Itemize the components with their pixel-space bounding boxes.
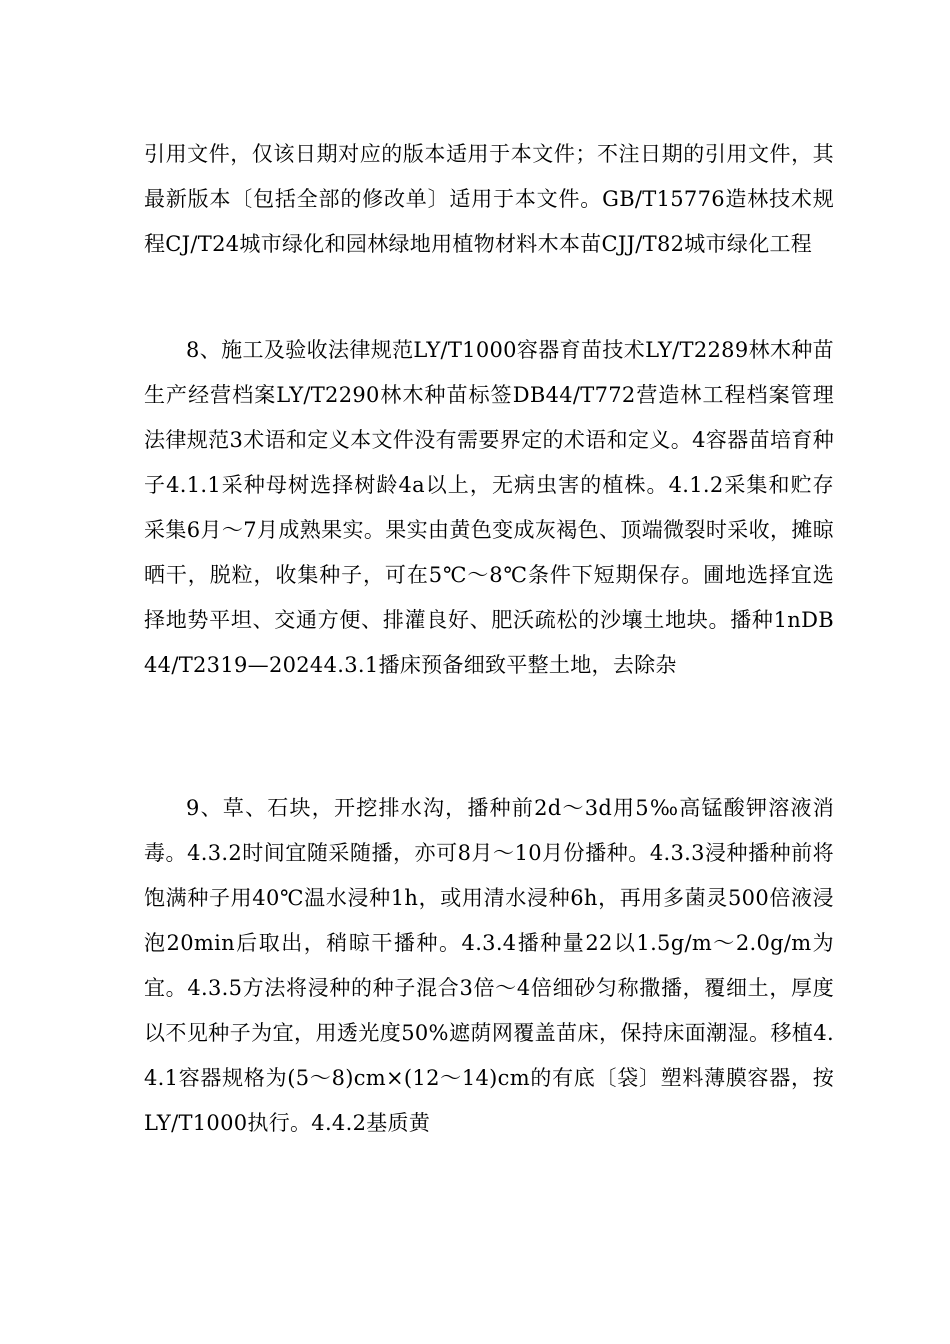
paragraph-references: 引用文件，仅该日期对应的版本适用于本文件；不注日期的引用文件，其最新版本〔包括全部的修改单〕适用于本文件。GB/T15776造林技术规程CJ/T24城市绿化和园林绿地用植物材料木本苗CJJ/T82城市绿化工程 bbox=[144, 142, 834, 256]
paragraph-section-8: 8、施工及验收法律规范LY/T1000容器育苗技术LY/T2289林木种苗生产经营档案LY/T2290林木种苗标签DB44/T772营造林工程档案管理法律规范3术语和定义本文件没有需要界定的术语和定义。4容器苗培育种子4.1.1采种母树选择树龄4a以上，无病虫害的植株。4.1.2采集和贮存采集6月～7月成熟果实。果实由黄色变成灰褐色、顶端微裂时采收，摊晾晒干，脱粒，收集种子，可在5℃～8℃条件下短期保存。圃地选择宜选择地势平坦、交通方便、排灌良好、肥沃疏松的沙壤土地块。播种1nDB44/T2319—20244.3.1播床预备细致平整土地，去除杂 bbox=[144, 338, 834, 677]
paragraph-section-9: 9、草、石块，开挖排水沟，播种前2d～3d用5‰高锰酸钾溶液消毒。4.3.2时间宜随采随播，亦可8月～10月份播种。4.3.3浸种播种前将饱满种子用40℃温水浸种1h，或用清水浸种6h，再用多菌灵500倍液浸泡20min后取出，稍晾干播种。4.3.4播种量22以1.5g/m～2.0g/m为宜。4.3.5方法将浸种的种子混合3倍～4倍细砂匀称撒播，覆细土，厚度以不见种子为宜，用透光度50%遮荫网覆盖苗床，保持床面潮湿。移植4.4.1容器规格为(5～8)cm×(12～14)cm的有底〔袋〕塑料薄膜容器，按LY/T1000执行。4.4.2基质黄 bbox=[144, 796, 834, 1135]
